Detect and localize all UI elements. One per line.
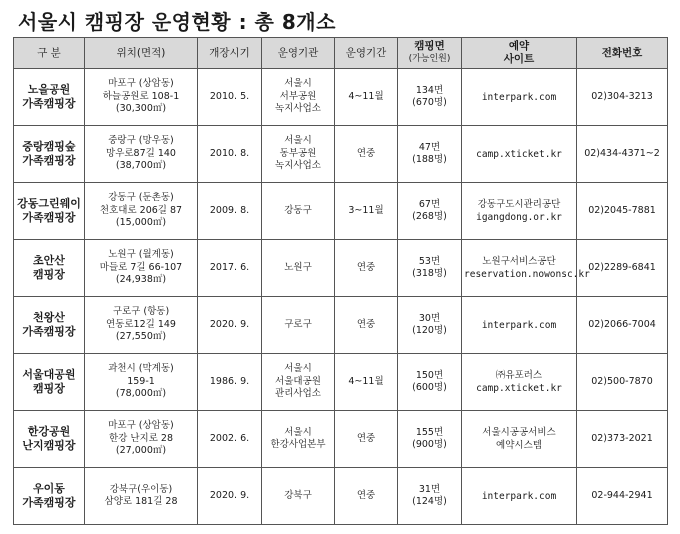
cell-period: 연중 — [335, 297, 398, 354]
cell-location — [85, 468, 198, 525]
cell-opened: 2009. 8. — [198, 183, 262, 240]
cell-operator-line: 녹지사업소 — [275, 160, 321, 172]
cell-operator-line: 서울시 — [284, 135, 312, 147]
cell-name-line: 가족캠핑장 — [22, 211, 76, 224]
campsite-table — [13, 37, 668, 525]
cell-location — [85, 183, 198, 240]
cell-sites-line: (268명) — [412, 211, 447, 222]
cell-name-line: 강동그린웨이 — [17, 197, 81, 210]
cell-sites-line: 47면 — [418, 141, 441, 153]
cell-sites-line: (600명) — [412, 382, 447, 393]
cell-location — [85, 354, 198, 411]
cell-name-line: 가족캠핑장 — [22, 154, 76, 167]
cell-sites — [398, 240, 462, 297]
cell-reservation-site — [462, 69, 577, 126]
cell-sites-line: (318명) — [412, 268, 447, 279]
cell-name-line: 난지캠핑장 — [22, 439, 76, 452]
cell-sites-line: 134면 — [415, 84, 444, 96]
cell-name-line: 가족캠핑장 — [22, 97, 76, 110]
table-row — [14, 69, 668, 126]
cell-reservation-site-line: interpark.com — [481, 490, 557, 502]
cell-phone: 02)500-7870 — [577, 354, 668, 411]
cell-name-line: 우이동 — [33, 482, 65, 495]
cell-name-line: 가족캠핑장 — [22, 496, 76, 509]
cell-operator-line: 서울대공원 — [275, 375, 321, 387]
cell-operator — [262, 183, 335, 240]
cell-sites — [398, 126, 462, 183]
cell-operator-line: 서부공원 — [279, 90, 317, 102]
cell-location-line: (78,000㎡) — [115, 388, 167, 400]
cell-sites — [398, 69, 462, 126]
cell-operator-line: 동부공원 — [279, 147, 317, 159]
table-row — [14, 126, 668, 183]
cell-location-line: 구로구 (항동) — [112, 306, 170, 318]
cell-location-line: 마들로 7길 66-107 — [99, 261, 183, 273]
cell-location — [85, 126, 198, 183]
cell-operator-line: 강동구 — [284, 204, 312, 216]
header-row — [14, 38, 668, 69]
cell-operator-line: 서울시 — [284, 426, 312, 438]
cell-name — [14, 69, 85, 126]
cell-reservation-site — [462, 411, 577, 468]
cell-sites — [398, 297, 462, 354]
cell-reservation-site-line: igangdong.or.kr — [476, 212, 562, 223]
cell-name — [14, 354, 85, 411]
cell-phone: 02)373-2021 — [577, 411, 668, 468]
cell-reservation-site-line: ㈜유포러스 — [495, 370, 543, 381]
cell-sites-line: (120명) — [412, 325, 447, 336]
cell-period: 연중 — [335, 468, 398, 525]
cell-operator — [262, 240, 335, 297]
cell-reservation-site — [462, 240, 590, 297]
cell-operator — [262, 468, 335, 525]
cell-location-line: (38,700㎡) — [115, 160, 167, 172]
cell-phone: 02)2066-7004 — [577, 297, 668, 354]
header-location: 위치(면적) — [85, 38, 198, 69]
cell-sites-line: (900명) — [412, 439, 447, 450]
cell-sites — [398, 411, 462, 468]
cell-phone: 02)2289-6841 — [577, 240, 668, 297]
cell-location-line: 한강 난지로 28 — [108, 432, 173, 444]
header-opened: 개장시기 — [198, 38, 262, 69]
cell-reservation-site-line: interpark.com — [481, 91, 557, 103]
cell-reservation-site-line: camp.xticket.kr — [476, 383, 562, 394]
cell-sites-line: (188명) — [412, 154, 447, 165]
cell-phone: 02)304-3213 — [577, 69, 668, 126]
cell-reservation-site — [462, 183, 577, 240]
cell-location-line: 강동구 (둔촌동) — [108, 192, 174, 204]
cell-name-line: 노을공원 — [27, 83, 71, 96]
cell-location-line: (15,000㎡) — [115, 217, 167, 229]
cell-sites-line: 155면 — [415, 426, 444, 438]
cell-period: 연중 — [335, 126, 398, 183]
cell-sites-line: 53면 — [418, 255, 441, 267]
cell-sites-line: 67면 — [418, 198, 441, 210]
cell-sites — [398, 468, 462, 525]
cell-period: 4~11월 — [335, 354, 398, 411]
cell-location-line: 마포구 (상암동) — [108, 78, 174, 90]
cell-period: 4~11월 — [335, 69, 398, 126]
cell-location-line: (27,000㎡) — [115, 445, 167, 457]
cell-name — [14, 126, 85, 183]
cell-reservation-site-line: 노원구서비스공단 — [482, 256, 556, 267]
cell-name-line: 천왕산 — [33, 311, 65, 324]
header-sites-main: 캠핑면 — [414, 40, 445, 52]
cell-name-line: 가족캠핑장 — [22, 325, 76, 338]
header-reservation-1: 예약 — [508, 40, 530, 52]
cell-reservation-site-line: 강동구도시관리공단 — [477, 199, 561, 210]
table-row — [14, 297, 668, 354]
cell-period: 3~11월 — [335, 183, 398, 240]
cell-operator-line: 녹지사업소 — [275, 103, 321, 115]
cell-sites-line: (124명) — [412, 496, 447, 507]
cell-operator-line: 구로구 — [284, 318, 312, 330]
header-phone: 전화번호 — [577, 38, 668, 69]
cell-location — [85, 69, 198, 126]
page-title: 서울시 캠핑장 운영현황 : 총 8개소 — [18, 10, 336, 34]
cell-sites-line: 150면 — [415, 369, 444, 381]
header-reservation — [462, 38, 577, 69]
cell-reservation-site — [462, 126, 577, 183]
cell-operator — [262, 297, 335, 354]
cell-operator-line: 한강사업본부 — [270, 439, 326, 450]
cell-location-line: 159-1 — [127, 375, 155, 387]
table-row — [14, 411, 668, 468]
cell-opened: 2010. 5. — [198, 69, 262, 126]
cell-location-line: 과천시 (막계동) — [108, 363, 174, 375]
cell-operator — [262, 126, 335, 183]
cell-opened: 2020. 9. — [198, 468, 262, 525]
cell-location-line: 중랑구 (망우동) — [108, 135, 174, 147]
cell-sites-line: 30면 — [418, 312, 441, 324]
cell-name-line: 서울대공원 — [22, 368, 76, 381]
cell-operator-line: 서울시 — [284, 363, 312, 375]
cell-reservation-site — [462, 297, 577, 354]
cell-location — [85, 411, 198, 468]
cell-location-line: 마포구 (상암동) — [108, 420, 174, 432]
cell-sites-line: (670명) — [412, 97, 447, 108]
cell-operator-line: 관리사업소 — [275, 388, 321, 400]
cell-reservation-site-line: reservation.nowonsc.kr — [464, 269, 590, 280]
header-type: 구 분 — [14, 38, 85, 69]
table-row — [14, 354, 668, 411]
cell-reservation-site-line: camp.xticket.kr — [476, 148, 562, 160]
cell-name-line: 초안산 — [33, 254, 65, 267]
cell-name — [14, 297, 85, 354]
cell-name-line: 캠핑장 — [33, 268, 65, 281]
cell-operator — [262, 354, 335, 411]
cell-operator-line: 노원구 — [284, 261, 312, 273]
cell-opened: 2010. 8. — [198, 126, 262, 183]
cell-name — [14, 240, 85, 297]
cell-phone: 02)434-4371~2 — [577, 126, 668, 183]
cell-opened: 2002. 6. — [198, 411, 262, 468]
cell-location — [85, 297, 198, 354]
cell-operator — [262, 69, 335, 126]
cell-location — [85, 240, 198, 297]
cell-location-line: 천호대로 206길 87 — [99, 204, 183, 216]
cell-location-line: (30,300㎡) — [115, 103, 167, 115]
cell-location-line: 망우로87길 140 — [106, 147, 176, 159]
cell-name-line: 중랑캠핑숲 — [22, 140, 76, 153]
table-row — [14, 468, 668, 525]
cell-location-line: 강북구(우이동) — [109, 483, 173, 495]
cell-reservation-site-line: 예약시스템 — [496, 440, 542, 451]
cell-location-line: 삼양로 181길 28 — [104, 496, 178, 507]
header-sites — [398, 38, 462, 69]
header-operator: 운영기관 — [262, 38, 335, 69]
cell-sites-line: 31면 — [418, 483, 441, 495]
cell-operator — [262, 411, 335, 468]
cell-opened: 1986. 9. — [198, 354, 262, 411]
cell-period: 연중 — [335, 411, 398, 468]
cell-phone: 02-944-2941 — [577, 468, 668, 525]
cell-name-line: 캠핑장 — [33, 382, 65, 395]
cell-location-line: (27,550㎡) — [115, 331, 167, 343]
cell-reservation-site-line: 서울시공공서비스 — [482, 427, 556, 438]
cell-reservation-site — [462, 354, 577, 411]
cell-location-line: 연동로12길 149 — [106, 318, 176, 330]
cell-name — [14, 411, 85, 468]
header-reservation-2: 사이트 — [503, 53, 535, 65]
header-sites-sub: (가능인원) — [408, 54, 451, 64]
cell-name-line: 한강공원 — [27, 425, 71, 438]
cell-operator-line: 서울시 — [284, 78, 312, 90]
table-row — [14, 240, 668, 297]
cell-location-line: 노원구 (월계동) — [108, 249, 174, 261]
cell-name — [14, 468, 85, 525]
cell-sites — [398, 354, 462, 411]
cell-name — [14, 183, 85, 240]
cell-opened: 2020. 9. — [198, 297, 262, 354]
cell-reservation-site-line: interpark.com — [481, 319, 557, 331]
table-row — [14, 183, 668, 240]
cell-location-line: 하늘공원로 108-1 — [102, 90, 180, 102]
cell-opened: 2017. 6. — [198, 240, 262, 297]
cell-reservation-site — [462, 468, 577, 525]
cell-phone: 02)2045-7881 — [577, 183, 668, 240]
cell-location-line: (24,938㎡) — [115, 274, 167, 286]
header-period: 운영기간 — [335, 38, 398, 69]
cell-operator-line: 강북구 — [284, 489, 312, 501]
cell-period: 연중 — [335, 240, 398, 297]
cell-sites — [398, 183, 462, 240]
